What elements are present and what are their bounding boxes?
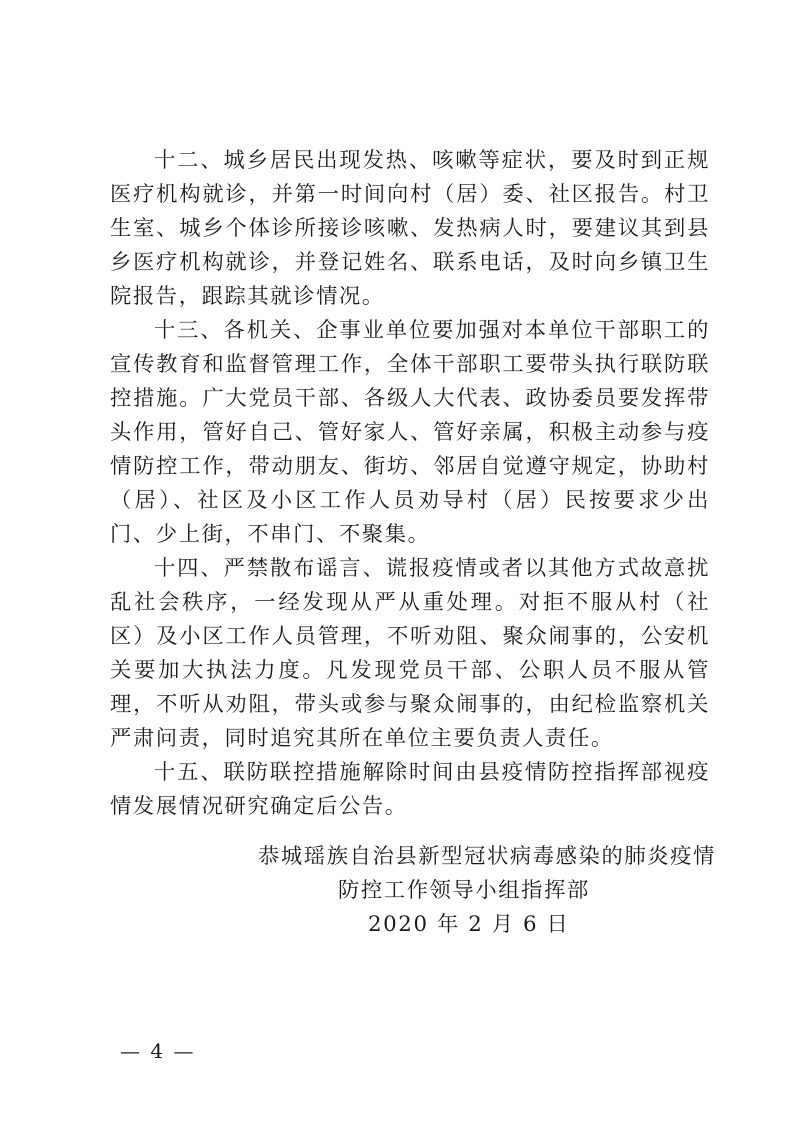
signature-org-line2: 防控工作领导小组指挥部 [338,878,590,903]
paragraph-item-14: 十四、严禁散布谣言、谎报疫情或者以其他方式故意扰乱社会秩序，一经发现从严从重处理。对拒不服从村（社区）及小区工作人员管理，不听劝阻、聚众闹事的，公安机关要加大执法力度。凡发现党员干部、公职人员不服从管理，不听从劝阻，带头或参与聚众闹事的，由纪检监察机关严肃问责，同时追究其所在单位主要负责人责任。 [110,556,710,751]
paragraph-item-13: 十三、各机关、企事业单位要加强对本单位干部职工的宣传教育和监督管理工作，全体干部职工要带头执行联防联控措施。广大党员干部、各级人大代表、政协委员要发挥带头作用，管好自己、管好家人、管好亲属，积极主动参与疫情防控工作，带动朋友、街坊、邻居自觉遵守规定，协助村（居）、社区及小区工作人员劝导村（居）民按要求少出门、少上街，不串门、不聚集。 [110,318,710,547]
paragraph-item-15: 十五、联防联控措施解除时间由县疫情防控指挥部视疫情发展情况研究确定后公告。 [110,760,710,819]
signature-date: 2020 年 2 月 6 日 [368,912,570,937]
page-number: — 4 — [120,1039,196,1063]
paragraph-item-12: 十二、城乡居民出现发热、咳嗽等症状，要及时到正规医疗机构就诊，并第一时间向村（居）委、社区报告。村卫生室、城乡个体诊所接诊咳嗽、发热病人时，要建议其到县乡医疗机构就诊，并登记姓名、联系电话，及时向乡镇卫生院报告，跟踪其就诊情况。 [110,148,710,309]
signature-org-line1: 恭城瑶族自治县新型冠状病毒感染的肺炎疫情 [258,844,716,869]
